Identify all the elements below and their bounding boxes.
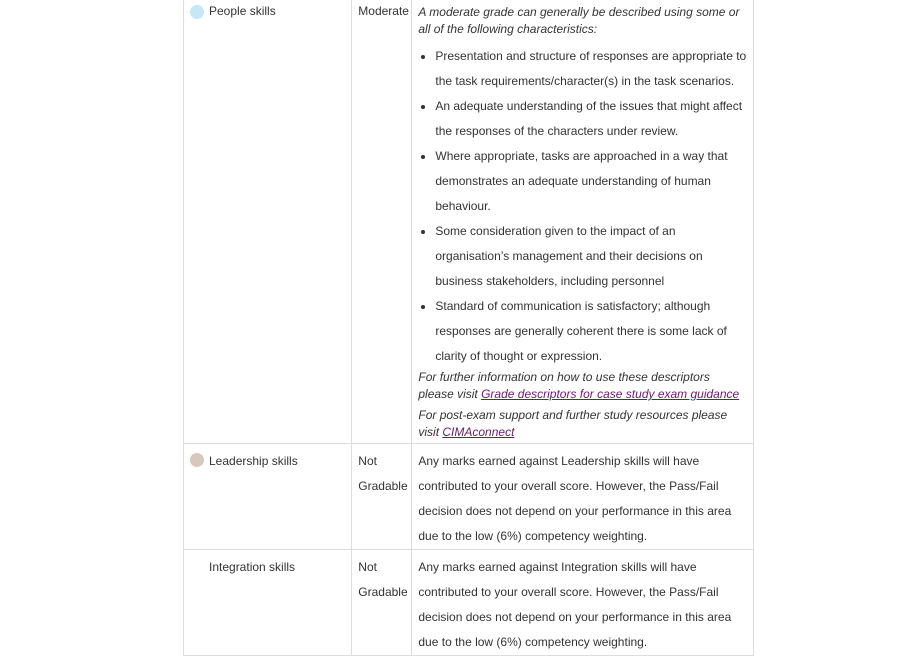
- list-item: • An adequate understanding of the issues that might affect the responses of the characters under review.: [435, 94, 747, 144]
- skill-cell: [184, 0, 352, 444]
- skill-cell: [184, 444, 352, 550]
- table-row: [184, 0, 754, 444]
- grade-value: Moderate: [358, 4, 409, 18]
- table-row: [184, 550, 754, 656]
- competency-results-table: [183, 0, 754, 656]
- table-row: [184, 444, 754, 550]
- list-item: • Where appropriate, tasks are approached in a way that demonstrates an adequate understanding of human behaviour.: [435, 144, 747, 219]
- grade-descriptors-link[interactable]: Grade descriptors for case study exam guidance: [481, 387, 740, 401]
- description-cell: [412, 0, 754, 444]
- characteristics-list: [418, 44, 747, 369]
- skill-cell: [184, 550, 352, 656]
- list-item: • Standard of communication is satisfactory; although responses are generally coherent there is some lack of clarity of thought or expression.: [435, 294, 747, 369]
- skill-name: Integration skills: [209, 560, 296, 574]
- grade-explanation: Any marks earned against Integration skills will have contributed to your overall score. However, the Pass/Fail decision does not depend on your performance in this area due to the low (6%) competency weighting.: [418, 560, 732, 649]
- cimaconnect-link[interactable]: CIMAconnect: [442, 425, 515, 439]
- description-cell: [412, 550, 754, 656]
- list-item: • Some consideration given to the impact of an organisation’s management and their decisions on business stakeholders, including personnel: [435, 219, 747, 294]
- grade-value: Not Gradable: [358, 560, 408, 599]
- list-item: • Presentation and structure of responses are appropriate to the task requirements/character(s) in the task scenarios.: [435, 44, 747, 94]
- support-note: [418, 407, 747, 443]
- grade-value: Not Gradable: [358, 454, 408, 493]
- guidance-note-text: For further information on how to use these descriptors please visit: [418, 370, 710, 401]
- skill-name: Leadership skills: [209, 454, 298, 468]
- leadership-skills-dot-icon: [190, 453, 204, 467]
- grade-cell: [352, 0, 412, 444]
- grade-cell: [352, 444, 412, 550]
- grade-explanation: Any marks earned against Leadership skills will have contributed to your overall score. However, the Pass/Fail decision does not depend on your performance in this area due to the low (6%) competency weighting.: [418, 454, 732, 543]
- description-cell: [412, 444, 754, 550]
- people-skills-dot-icon: [190, 5, 204, 19]
- skill-name: People skills: [209, 4, 276, 18]
- support-note-text: For post-exam support and further study resources please visit: [418, 408, 728, 439]
- grade-intro: A moderate grade can generally be described using some or all of the following characteristics:: [418, 5, 740, 36]
- grade-cell: [352, 550, 412, 656]
- guidance-note: [418, 369, 747, 403]
